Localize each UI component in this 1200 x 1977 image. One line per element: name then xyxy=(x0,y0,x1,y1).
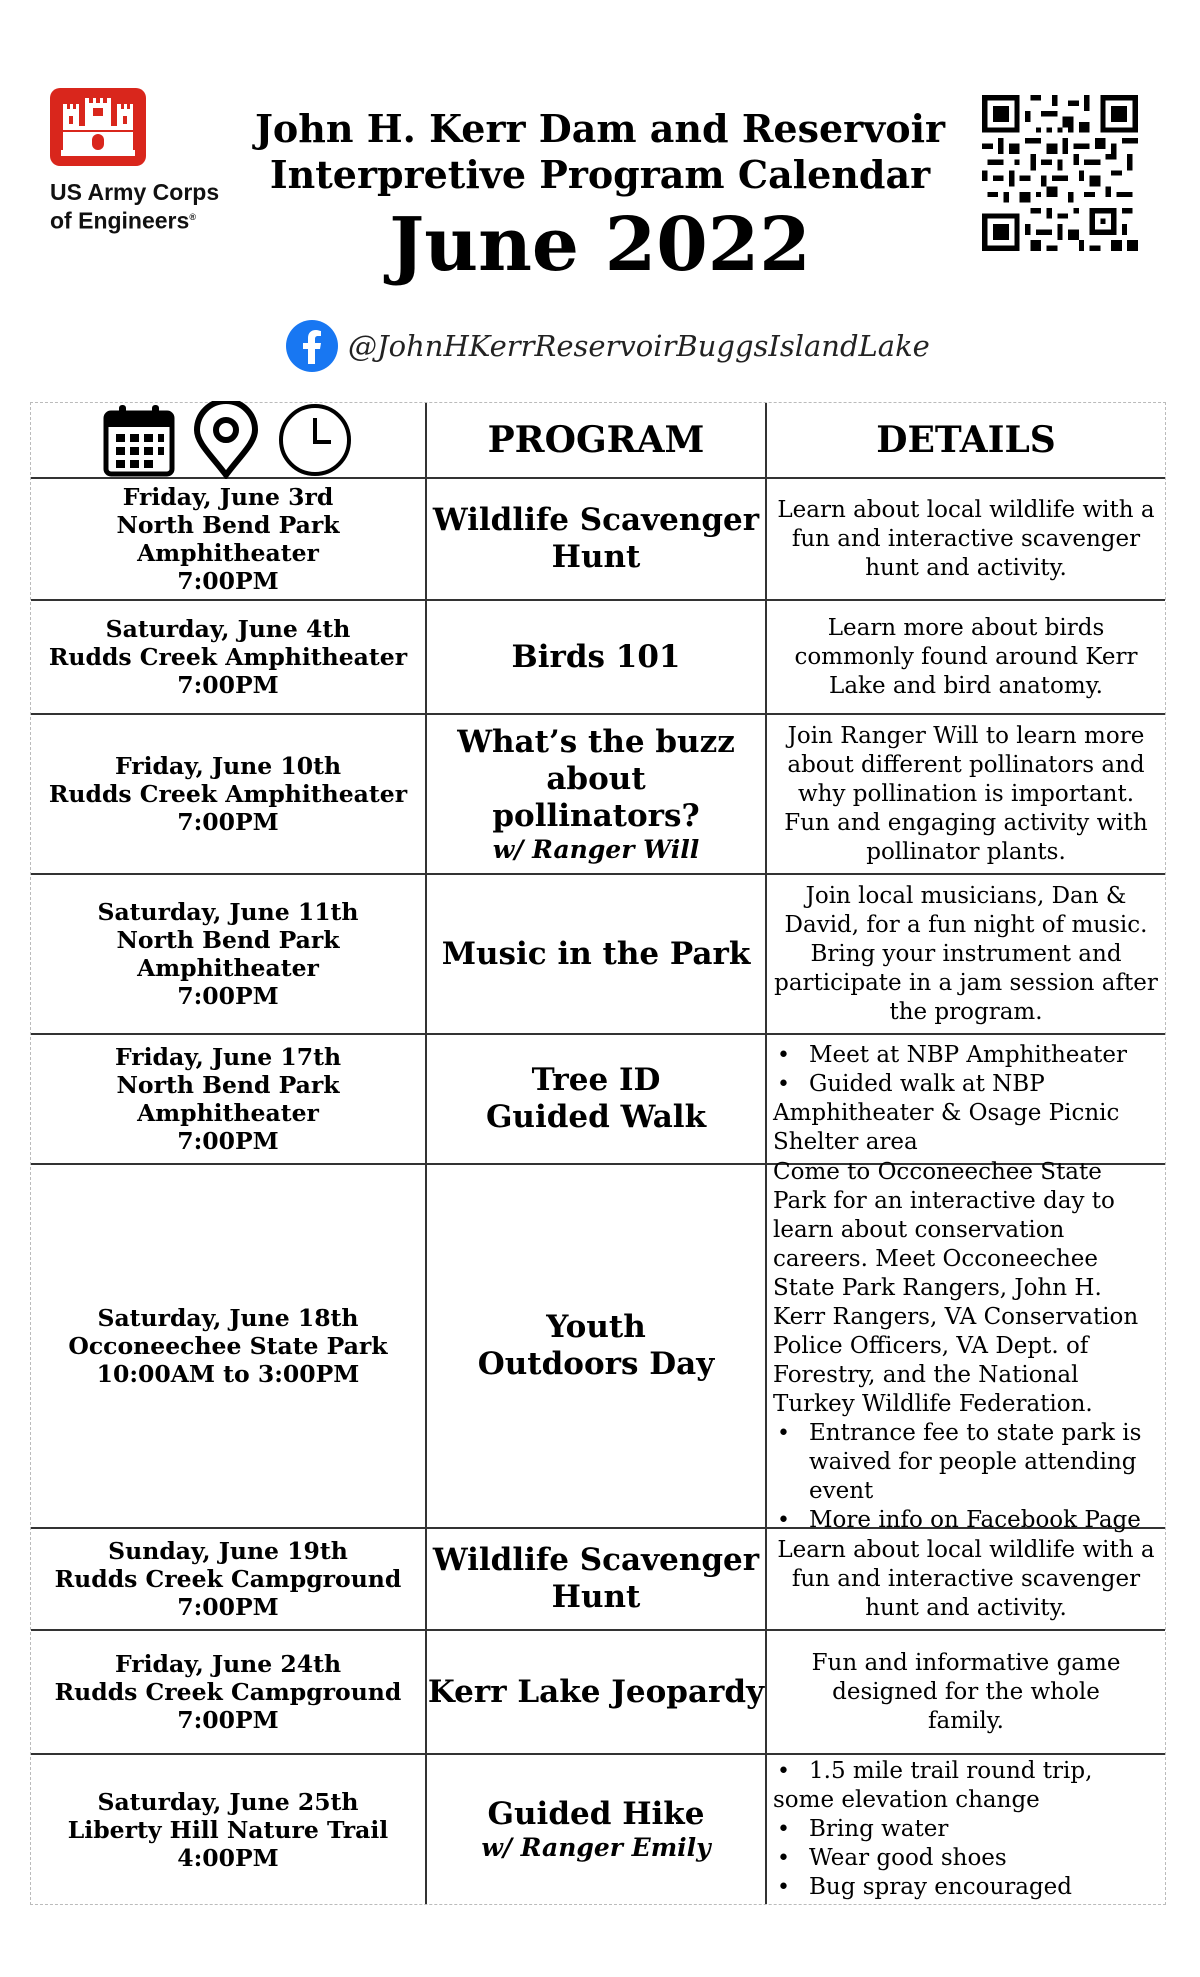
list-item: • Bring water xyxy=(773,1815,1159,1844)
list-item: • More info on Facebook Page xyxy=(773,1506,1159,1535)
program-title: Guided Hike xyxy=(487,1796,705,1832)
program-details: Join local musicians, Dan & David, for a fun night of music. Bring your instrument and participate in a jam session after the program. xyxy=(774,882,1158,1025)
table-row xyxy=(31,1158,1165,1533)
event-location: North Bend Park Amphitheater xyxy=(116,511,340,567)
list-item: • Entrance fee to state park is waived for people attending event xyxy=(773,1419,1159,1506)
details-cell xyxy=(767,1529,1165,1629)
details-cell xyxy=(767,1158,1165,1533)
event-date: Sunday, June 19th xyxy=(108,1537,348,1565)
list-item: • Meet at NBP Amphitheater xyxy=(773,1041,1159,1070)
program-host: w/ Ranger Will xyxy=(492,834,700,864)
event-when-where xyxy=(31,479,427,599)
event-location: Liberty Hill Nature Trail xyxy=(67,1815,389,1844)
qr-code-icon[interactable] xyxy=(982,95,1138,251)
program-details-list xyxy=(773,1041,1159,1157)
program-title: What’s the buzz about pollinators? xyxy=(457,723,735,834)
event-date: Friday, June 24th xyxy=(114,1650,342,1678)
page-title-month: June 2022 xyxy=(389,202,811,288)
table-header-row xyxy=(31,403,1165,479)
table-row xyxy=(31,1631,1165,1755)
details-cell xyxy=(767,1631,1165,1753)
event-time: 4:00PM xyxy=(177,1843,279,1872)
location-pin-icon xyxy=(193,401,259,479)
logo-line2: of Engineers xyxy=(50,207,190,234)
event-date: Friday, June 10th xyxy=(114,752,342,780)
event-time: 7:00PM xyxy=(177,1706,279,1734)
details-cell xyxy=(767,1035,1165,1163)
program-calendar-table xyxy=(30,402,1166,1905)
event-location: North Bend Park Amphitheater xyxy=(116,926,340,982)
event-time: 10:00AM to 3:00PM xyxy=(96,1360,360,1388)
event-time: 7:00PM xyxy=(177,808,279,836)
program-details: Fun and informative game designed for the whole family. xyxy=(811,1649,1121,1734)
event-location: Rudds Creek Campground xyxy=(54,1678,402,1706)
event-date: Friday, June 3rd xyxy=(122,483,334,511)
program-title: Youth Outdoors Day xyxy=(477,1309,715,1382)
program-cell xyxy=(427,715,767,873)
program-details: Learn more about birds commonly found around Kerr Lake and bird anatomy. xyxy=(794,614,1138,699)
list-item: • Guided walk at NBP Amphitheater & Osage Picnic Shelter area xyxy=(773,1070,1159,1157)
event-time: 7:00PM xyxy=(177,982,279,1010)
program-cell xyxy=(427,1035,767,1163)
title-line2: Interpretive Program Calendar xyxy=(269,152,931,197)
event-when-where xyxy=(31,601,427,713)
event-location: North Bend Park Amphitheater xyxy=(116,1071,340,1127)
details-cell xyxy=(767,601,1165,713)
title-block xyxy=(250,106,950,290)
event-when-where xyxy=(31,1165,427,1527)
program-details: Learn about local wildlife with a fun and interactive scavenger hunt and activity. xyxy=(777,1536,1155,1621)
details-cell xyxy=(767,1755,1165,1904)
event-time: 7:00PM xyxy=(177,1127,279,1155)
event-date: Saturday, June 25th xyxy=(97,1787,359,1816)
facebook-link[interactable] xyxy=(286,318,930,374)
event-when-where xyxy=(31,1035,427,1163)
details-cell xyxy=(767,715,1165,873)
program-title: Wildlife Scavenger Hunt xyxy=(432,502,760,575)
event-time: 7:00PM xyxy=(177,1593,279,1621)
castle-icon xyxy=(50,88,146,166)
event-time: 7:00PM xyxy=(177,671,279,699)
details-header: DETAILS xyxy=(876,419,1056,461)
title-line1: John H. Kerr Dam and Reservoir xyxy=(254,106,946,151)
program-details-list xyxy=(773,1757,1159,1902)
clock-icon xyxy=(277,402,353,478)
list-item: • Wear good shoes xyxy=(773,1844,1159,1873)
list-item: • Bug spray encouraged xyxy=(773,1873,1159,1902)
usace-logo: US Army Corps of Engineers® xyxy=(50,88,240,234)
event-time: 7:00PM xyxy=(177,567,279,595)
program-cell xyxy=(427,1165,767,1527)
logo-line1: US Army Corps xyxy=(50,179,220,205)
table-row xyxy=(31,1529,1165,1631)
program-details: Join Ranger Will to learn more about different pollinators and why pollination is important. Fun and engaging activity with pollinator plants. xyxy=(784,722,1148,865)
facebook-handle[interactable]: @JohnHKerrReservoirBuggsIslandLake xyxy=(348,329,930,363)
table-row xyxy=(31,1755,1165,1904)
program-title: Birds 101 xyxy=(511,638,681,675)
program-cell xyxy=(427,1529,767,1629)
event-location: Occoneechee State Park xyxy=(68,1332,388,1360)
program-host: w/ Ranger Emily xyxy=(481,1833,711,1862)
program-title: Tree ID Guided Walk xyxy=(485,1062,707,1135)
calendar-icon xyxy=(103,403,175,477)
details-cell xyxy=(767,479,1165,599)
program-cell xyxy=(427,601,767,713)
program-title: Wildlife Scavenger Hunt xyxy=(432,1542,760,1615)
event-when-where xyxy=(31,715,427,873)
event-date: Saturday, June 18th xyxy=(97,1304,359,1332)
event-date: Saturday, June 4th xyxy=(105,615,351,643)
event-when-where xyxy=(31,1529,427,1629)
event-date: Saturday, June 11th xyxy=(97,898,359,926)
event-date: Friday, June 17th xyxy=(114,1043,342,1071)
table-row xyxy=(31,875,1165,1035)
program-title: Music in the Park xyxy=(441,935,751,972)
table-row xyxy=(31,479,1165,601)
facebook-icon xyxy=(286,320,338,372)
list-item: • 1.5 mile trail round trip, some elevation change xyxy=(773,1757,1159,1815)
program-details: Come to Occoneechee State Park for an interactive day to learn about conservation careers. Meet Occoneechee State Park Rangers, John H. Kerr Rangers, VA Conservation Police Officers, VA Dept. of Forestry, and the National Turkey Wildlife Federation. xyxy=(773,1158,1139,1417)
program-header: PROGRAM xyxy=(487,419,705,461)
table-row xyxy=(31,1035,1165,1165)
event-when-where xyxy=(31,875,427,1033)
details-cell xyxy=(767,875,1165,1033)
event-location: Rudds Creek Campground xyxy=(54,1565,402,1593)
event-when-where xyxy=(31,1755,427,1904)
program-cell xyxy=(427,875,767,1033)
program-details: Learn about local wildlife with a fun and interactive scavenger hunt and activity. xyxy=(777,496,1155,581)
table-row xyxy=(31,601,1165,715)
icon-header-cell xyxy=(31,403,427,477)
event-location: Rudds Creek Amphitheater xyxy=(48,780,408,808)
table-row xyxy=(31,715,1165,875)
event-when-where xyxy=(31,1631,427,1753)
program-cell xyxy=(427,479,767,599)
event-location: Rudds Creek Amphitheater xyxy=(48,643,408,671)
program-cell xyxy=(427,1631,767,1753)
program-title: Kerr Lake Jeopardy xyxy=(427,1673,765,1710)
program-cell xyxy=(427,1755,767,1904)
program-details-list xyxy=(773,1419,1159,1535)
